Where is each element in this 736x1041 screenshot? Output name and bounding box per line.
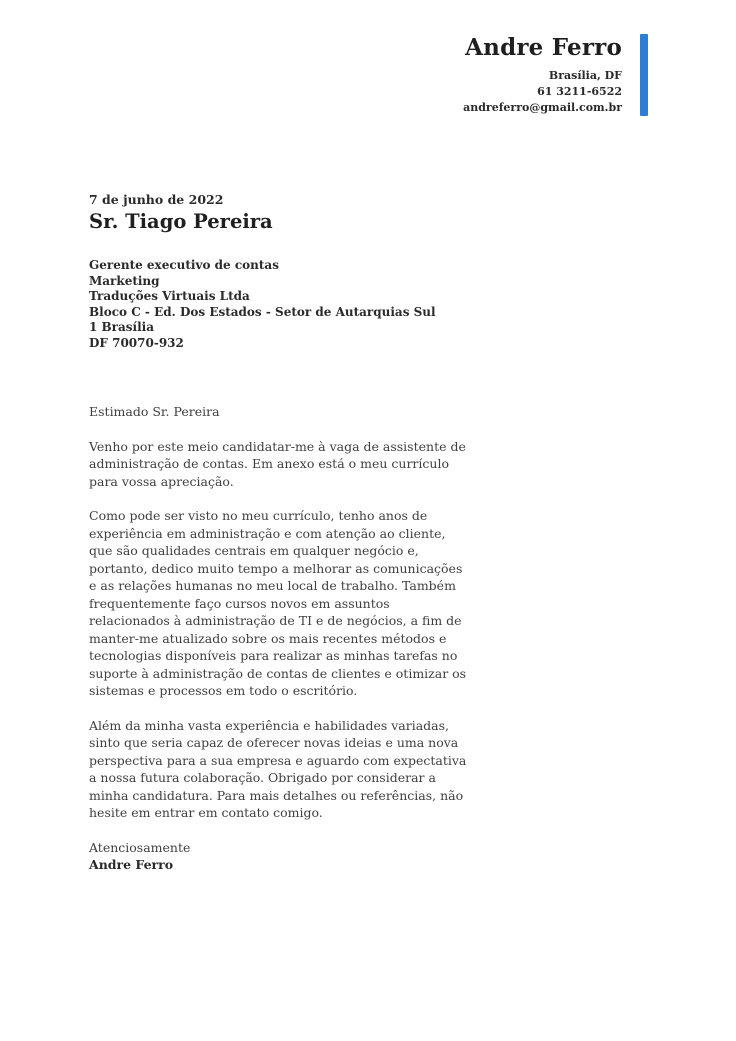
contact-location: Brasília, DF	[548, 69, 622, 82]
header-text-block	[463, 34, 622, 116]
address-line: Marketing	[89, 273, 160, 288]
address-line: DF 70070-932	[89, 335, 184, 350]
salutation: Estimado Sr. Pereira	[89, 404, 220, 419]
recipient-address	[89, 258, 736, 351]
signature-name: Andre Ferro	[89, 857, 174, 872]
contact-email: andreferro@gmail.com.br	[463, 101, 622, 114]
body-paragraph: Como pode ser visto no meu currículo, tenho anos de experiência em administração e com atenção ao cliente, que são qualidades centrais em qualquer negócio e, portanto, dedico muito tempo a melhorar as comunicações e as relações humanas no meu local de trabalho. Também frequentemente faço cursos novos em assuntos relacionados à administração de TI e de negócios, a fim de manter-me atualizado sobre os mais recentes métodos e tecnologias disponíveis para realizar as minhas tarefas no suporte à administração de contas de clientes e otimizar os sistemas e processos em todo o escritório.	[89, 508, 467, 698]
address-line: Bloco C - Ed. Dos Estados - Setor de Autarquias Sul	[89, 304, 436, 319]
sender-name: Andre Ferro	[465, 34, 622, 61]
address-line: Traduções Virtuais Ltda	[89, 289, 250, 303]
contact-block	[463, 68, 622, 116]
address-line: 1 Brasília	[89, 320, 154, 334]
accent-bar	[640, 34, 648, 116]
address-line: Gerente executivo de contas	[89, 258, 279, 272]
letter-date: 7 de junho de 2022	[89, 192, 224, 207]
letter-header	[0, 0, 736, 116]
contact-phone: 61 3211-6522	[537, 85, 622, 98]
body-paragraph: Além da minha vasta experiência e habilidades variadas, sinto que seria capaz de oferecer novas ideias e uma nova perspectiva para a sua empresa e aguardo com expectativa a nossa futura colaboração. Obrigado por considerar a minha candidatura. Para mais detalhes ou referências, não hesite em entrar em contato comigo.	[89, 717, 467, 820]
letter-body	[0, 192, 736, 874]
recipient-name: Sr. Tiago Pereira	[89, 210, 273, 233]
body-paragraph: Venho por este meio candidatar-me à vaga de assistente de administração de contas. Em anexo está o meu currículo para vossa apreciação.	[89, 438, 466, 489]
closing: Atenciosamente	[89, 839, 191, 855]
